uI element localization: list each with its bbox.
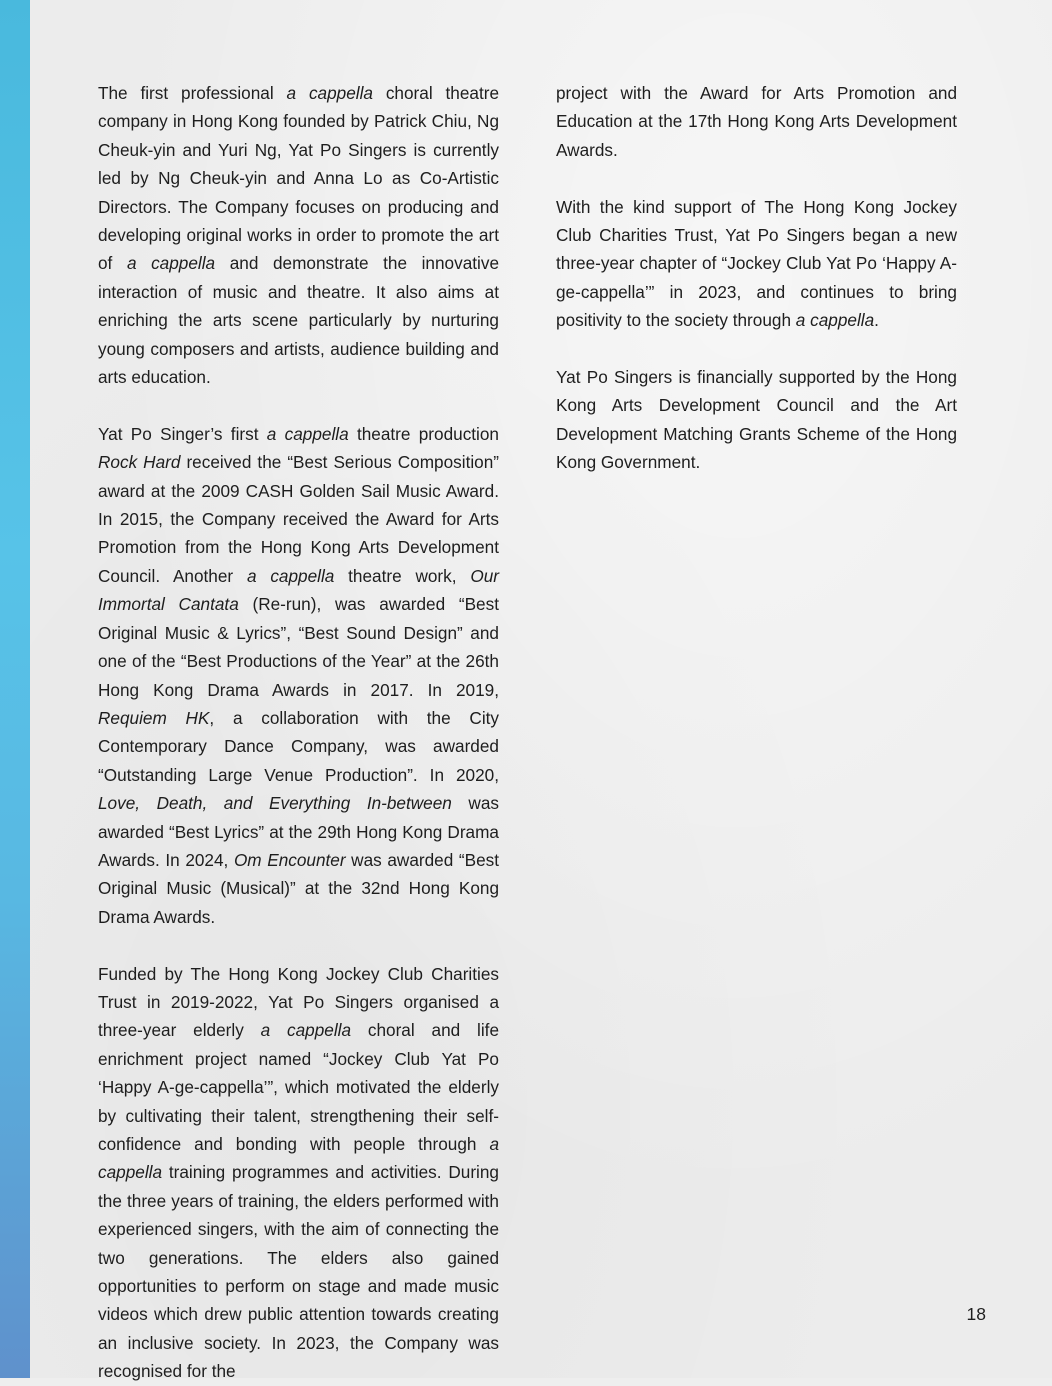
italic-term: a cappella (126, 253, 216, 274)
text-run: Yat Po Singers is financially supported by the Hong Kong Arts Development Council and the Art Development Matching Grants Scheme of the Hong Kong Government. (556, 367, 957, 473)
italic-title: Om Encounter (233, 849, 346, 870)
text-run: (Re-run), was awarded “Best Original Music & Lyrics”, “Best Sound Design” and one of the “Best Productions of the Year” at the 26th Hong Kong Drama Awards in 2017. In 2019, (98, 594, 499, 700)
text-run: training programmes and activities. During the three years of training, the elders performed with experienced singers, with the aim of connecting the two generations. The elders also gained opportunities to perform on stage and made music videos which drew public attention towards creating an inclusive society. In 2023, the Company was recognised for the (98, 1162, 499, 1382)
italic-title: Love, Death, and Everything In-between (98, 793, 452, 814)
text-run: The first professional (98, 83, 287, 103)
text-run: was awarded “Best Lyrics” at the 29th Hong Kong Drama Awards. In 2024, (98, 793, 499, 870)
side-color-band (0, 0, 30, 1378)
text-run: theatre production (348, 423, 499, 444)
paragraph-elderly-project (98, 960, 499, 1386)
text-run: project with the Award for Arts Promotion and Education at the 17th Hong Kong Arts Development Awards. (556, 83, 957, 160)
text-run: choral theatre company in Hong Kong founded by Patrick Chiu, Ng Cheuk-yin and Yuri Ng, Yat Po Singers is currently led by Ng Cheuk-yin and Anna Lo as Co-Artistic Directors. The Company focuses on producing and developing original works in order to promote the art of (98, 83, 500, 274)
paragraph-company-intro (98, 79, 499, 391)
paragraph-awards (98, 420, 499, 931)
italic-term: a cappella (266, 423, 349, 444)
text-run: , a collaboration with the City Contemporary Dance Company, was awarded “Outstanding Large Venue Production”. In 2020, (98, 707, 500, 785)
text-run: was awarded “Best Original Music (Musical)” at the 32nd Hong Kong Drama Awards. (98, 849, 499, 927)
italic-term: a cappella (98, 1134, 499, 1183)
italic-term: a cappella (795, 310, 875, 331)
text-run: Funded by The Hong Kong Jockey Club Charities Trust in 2019-2022, Yat Po Singers organised a three-year elderly (98, 963, 499, 1041)
italic-term: a cappella (260, 1020, 352, 1041)
italic-title: Requiem HK (98, 707, 210, 728)
text-run: . (874, 310, 879, 331)
text-run: theatre work, (334, 565, 471, 586)
italic-title: Rock Hard (98, 452, 181, 473)
paragraph-award-continued (556, 79, 957, 164)
paragraph-funding (556, 363, 957, 477)
page-number: 18 (966, 1304, 986, 1324)
italic-term: a cappella (246, 565, 335, 586)
text-run: and demonstrate the innovative interaction of music and theatre. It also aims at enriching the arts scene particularly by nurturing young composers and artists, audience building and arts education. (98, 253, 500, 388)
text-run: choral and life enrichment project named “Jockey Club Yat Po ‘Happy A-ge-cappella’”, which motivated the elderly by cultivating their talent, strengthening their self-confidence and bonding with people through (98, 1020, 499, 1154)
paragraph-new-chapter (556, 193, 957, 335)
text-run: Yat Po Singer’s first (98, 423, 267, 444)
right-text-column (556, 79, 957, 477)
italic-term: a cappella (286, 83, 373, 103)
text-run: With the kind support of The Hong Kong Jockey Club Charities Trust, Yat Po Singers began a new three-year chapter of “Jockey Club Yat Po ‘Happy A-ge-cappella’” in 2023, and continues to bring positivity to the society through (556, 196, 957, 331)
italic-title: Our Immortal Cantata (98, 565, 499, 615)
left-text-column (98, 79, 499, 1386)
text-run: received the “Best Serious Composition” award at the 2009 CASH Golden Sail Music Award. In 2015, the Company received the Award for Arts Promotion from the Hong Kong Arts Development Council. Another (98, 452, 500, 586)
